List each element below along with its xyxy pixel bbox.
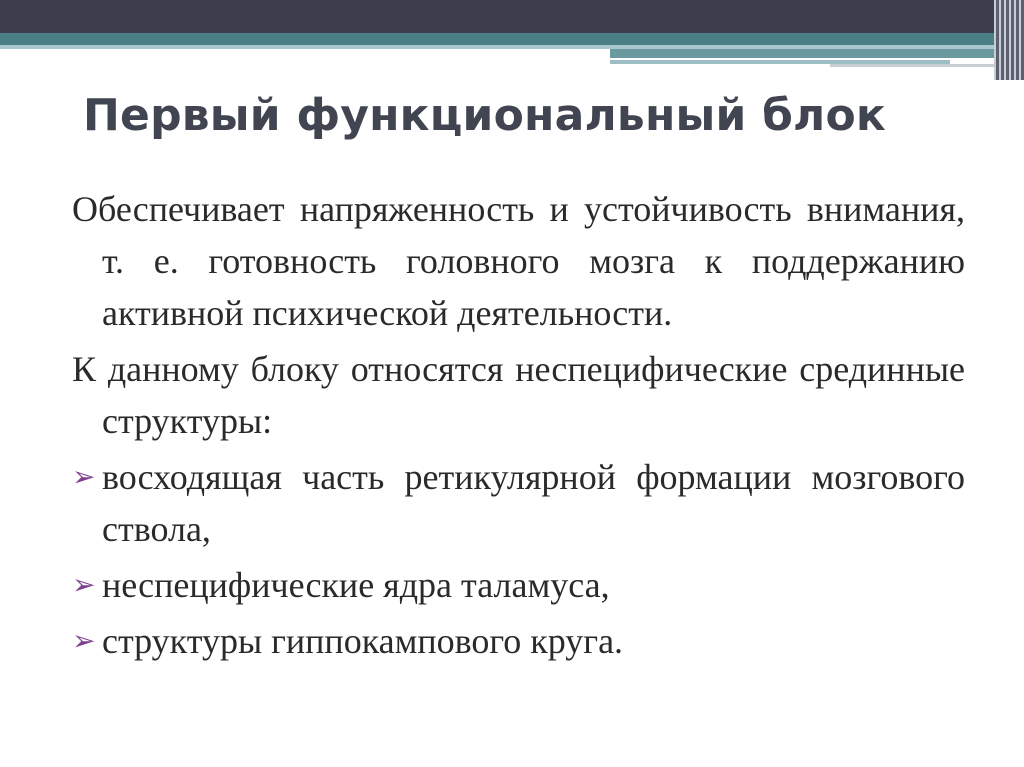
arrow-bullet-icon: ➢ [72, 460, 96, 493]
header-teal-accent-bar [610, 49, 1000, 58]
list-item [72, 615, 965, 667]
list-item [72, 451, 965, 555]
body-paragraph: К данному блоку относятся неспецифические срединные структуры: [72, 349, 965, 441]
list-item-text: структуры гиппокампового круга. [102, 621, 624, 661]
list-item-text: восходящая часть ретикулярной формации мозгового ствола, [102, 457, 965, 549]
header-gray-accent-bar [830, 64, 1000, 67]
header-dark-bar [0, 0, 1024, 33]
body-paragraph: Обеспечивает напряженность и устойчивость внимания, т. е. готовность головного мозга к поддержанию активной психической деятельности. [72, 189, 965, 333]
arrow-bullet-icon: ➢ [72, 568, 96, 601]
list-item [72, 559, 965, 611]
list-item-text: неспецифические ядра таламуса, [102, 565, 610, 605]
arrow-bullet-icon: ➢ [72, 624, 96, 657]
header-teal-bar [0, 33, 1000, 45]
header-stripes-decoration [994, 0, 1024, 80]
slide-body [72, 183, 965, 671]
slide-title: Первый функциональный блок [83, 90, 886, 141]
